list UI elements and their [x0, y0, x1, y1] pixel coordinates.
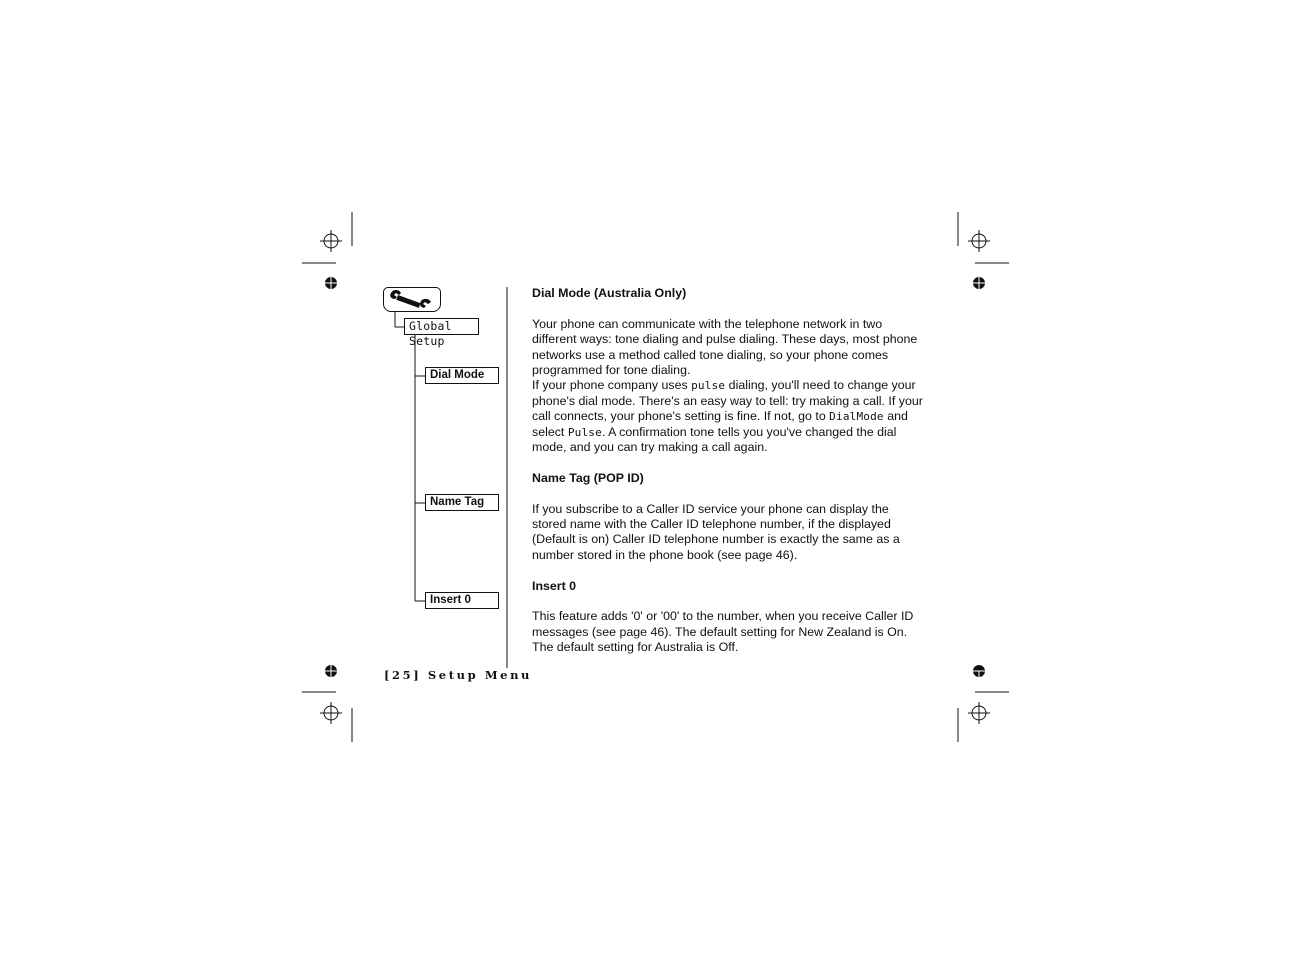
section-heading-name-tag: Name Tag (POP ID): [532, 470, 644, 485]
dial-mode-paragraph-2: If your phone company uses pulse dialing, you'll need to change your phone's dial mode. There's an easy way to tell: try making a call. If your call connects, your phone's setting is fine. If not, go to DialMode and select Pulse. A confirmation tone tells you you've changed the dial mode, and you can try making a call again.: [532, 378, 923, 455]
page-number: [25]: [384, 668, 422, 682]
menu-item-dial-mode: [425, 367, 499, 384]
insert-0-paragraph: This feature adds '0' or '00' to the number, when you receive Caller ID messages (see page 46). The default setting for New Zealand is On. The default setting for Australia is Off.: [532, 609, 914, 655]
lcd-text-pulse: pulse: [691, 379, 726, 393]
menu-root-global-setup: [404, 318, 479, 348]
menu-item-label: Dial Mode: [430, 369, 485, 381]
menu-item-insert-0: [425, 592, 499, 609]
manual-content: [532, 286, 924, 656]
wrench-icon: [383, 287, 441, 312]
menu-item-name-tag: [425, 494, 499, 511]
menu-item-label: Name Tag: [430, 496, 485, 508]
name-tag-paragraph: If you subscribe to a Caller ID service your phone can display the stored name with the Caller ID telephone number, if the displayed (Default is on) Caller ID telephone number is exactly the same as a number stored in the phone book (see page 46).: [532, 501, 900, 562]
lcd-text-dialmode: DialMode: [829, 410, 884, 424]
dial-mode-paragraph-1: Your phone can communicate with the telephone network in two different ways: tone dialing and pulse dialing. These days, most phone networks use a method called tone dialing, so your phone comes programmed for tone dialing.: [532, 316, 918, 378]
menu-root-label: Global Setup: [409, 319, 452, 348]
section-heading-dial-mode: Dial Mode (Australia Only): [532, 286, 687, 300]
lcd-text-pulse-option: Pulse: [567, 425, 602, 439]
footer-section-title: Setup Menu: [427, 668, 533, 682]
menu-item-label: Insert 0: [430, 594, 471, 606]
page-footer: [384, 668, 532, 682]
section-heading-insert-0: Insert 0: [532, 578, 577, 593]
